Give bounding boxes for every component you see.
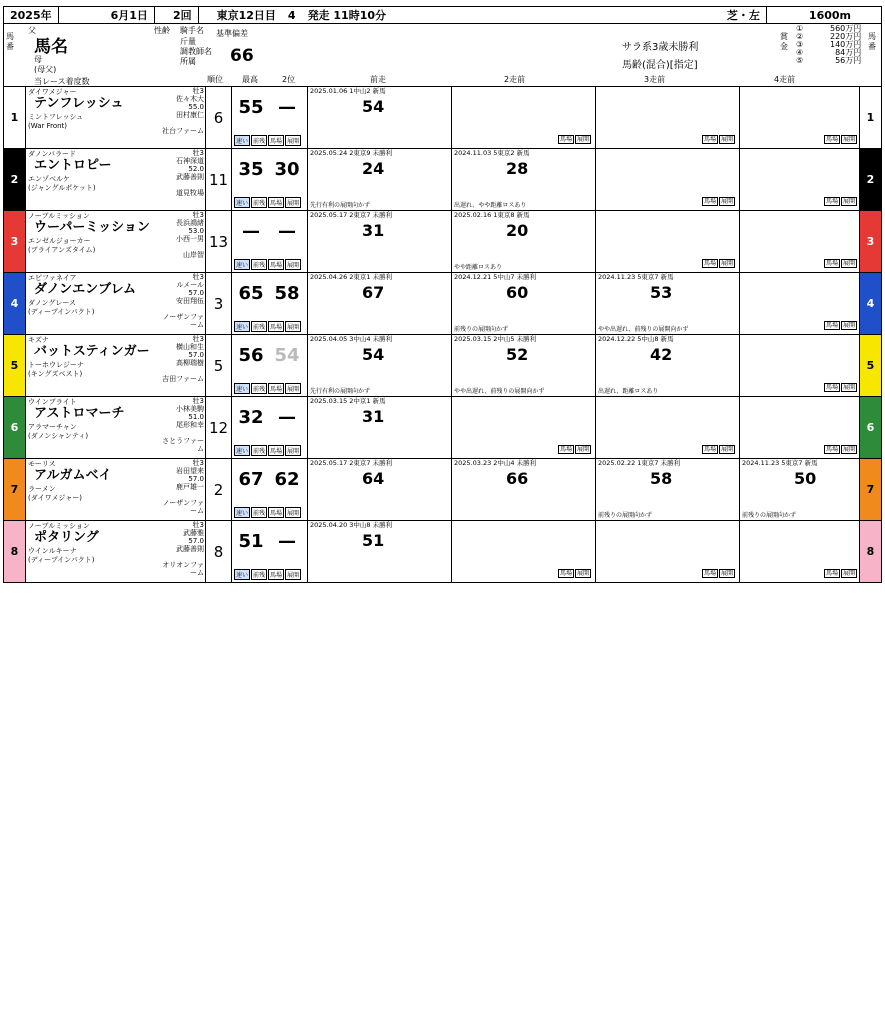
horse-row	[3, 273, 882, 335]
horse-meta	[156, 335, 206, 383]
tag-front: 前残	[251, 445, 267, 456]
sex-age: 牡3	[192, 211, 204, 219]
horse-row	[3, 397, 882, 459]
race-date: 2025.04.05 3中山4 未勝利	[310, 335, 393, 343]
race-r4-empty: 馬場 展開	[825, 135, 855, 143]
horse-info	[26, 335, 206, 396]
horse-meta	[156, 521, 206, 577]
rank: 3	[206, 273, 232, 334]
rank: 2	[206, 459, 232, 520]
race-score: 53	[650, 283, 673, 302]
rank: 13	[206, 211, 232, 272]
race-r2	[452, 459, 596, 520]
tag-fast: 速い	[234, 569, 250, 580]
horse-info	[26, 521, 206, 582]
best-scores	[232, 87, 308, 148]
tag-fast: 速い	[234, 135, 250, 146]
race-r3	[596, 273, 740, 334]
race-header	[3, 6, 882, 24]
father: エピファネイア	[28, 274, 77, 282]
race-note: 前残りの展開向かず	[454, 325, 509, 333]
jockey: 岩田望来	[176, 467, 204, 475]
second-score: 62	[274, 469, 300, 490]
tag-fast: 速い	[234, 321, 250, 332]
sex-age: 牡3	[192, 397, 204, 405]
race-r1	[308, 335, 452, 396]
race-score: 67	[362, 283, 385, 302]
horse-number-right: 8	[859, 521, 881, 582]
tag-baba: 馬場	[268, 135, 284, 146]
trainer: 小西一男	[176, 235, 204, 243]
max-score: 65	[238, 283, 264, 304]
trainer: 安田翔伍	[176, 297, 204, 305]
rank: 6	[206, 87, 232, 148]
sex-age: 牡3	[192, 87, 204, 95]
horse-meta	[156, 459, 206, 515]
prev-label: 前走	[370, 75, 386, 84]
max-score: 56	[238, 345, 264, 366]
tag-baba: 馬場	[268, 259, 284, 270]
prev4-label: 4走前	[774, 75, 796, 84]
max-score: 55	[238, 97, 264, 118]
race-score: 60	[506, 283, 529, 302]
father: ノーブルミッション	[28, 212, 90, 220]
breeder: 社台ファーム	[162, 127, 204, 135]
mother: ダノングレース	[28, 299, 77, 307]
race-r3-empty: 馬場 展開	[596, 211, 740, 272]
race-date: 2025.05.17 2東京7 未勝利	[310, 459, 393, 467]
race-r3-empty: 馬場 展開	[596, 87, 740, 148]
race-date: 2025.03.23 2中山4 未勝利	[454, 459, 537, 467]
style-tags	[234, 445, 301, 456]
race-date: 2024.11.03 5東京2 新馬	[454, 149, 530, 157]
race-date: 2025.05.24 2東京9 未勝利	[310, 149, 393, 157]
race-r2-empty: 馬場 展開	[452, 397, 596, 458]
style-tags	[234, 569, 301, 580]
race-note: 出遅れ、距離ロスあり	[598, 387, 659, 395]
race-r2	[452, 335, 596, 396]
father: ダノンバラード	[28, 150, 77, 158]
tag-tenkai: 展開	[285, 135, 301, 146]
track: 芝・左	[726, 9, 760, 22]
horse-number-right: 7	[859, 459, 881, 520]
tag-fast: 速い	[234, 383, 250, 394]
mother: トーホウレジーナ	[28, 361, 84, 369]
race-date: 2025.04.20 3中山8 未勝利	[310, 521, 393, 529]
best-scores	[232, 211, 308, 272]
jockey: 小林美駒	[176, 405, 204, 413]
race-r4	[740, 459, 861, 520]
tag-front: 前残	[251, 197, 267, 208]
horse-info	[26, 149, 206, 210]
race-date: 2025.02.16 1東京8 新馬	[454, 211, 530, 219]
weight: 57.0	[188, 475, 204, 483]
race-note: 先行有利の展開向かず	[310, 201, 371, 209]
jockey: 長浜鴻緒	[176, 219, 204, 227]
tag-fast: 速い	[234, 197, 250, 208]
last-label: 当レース着度数	[34, 77, 90, 86]
race-score: 66	[506, 469, 529, 488]
trainer: 高柳瑞樹	[176, 359, 204, 367]
race-note: 前残りの展開向かず	[742, 511, 797, 519]
best-scores	[232, 335, 308, 396]
jockey: ルメール	[176, 281, 204, 289]
race-score: 42	[650, 345, 673, 364]
horse-number-left: 1	[4, 87, 26, 148]
race-r2	[452, 149, 596, 210]
tag-fast: 速い	[234, 445, 250, 456]
best-scores	[232, 149, 308, 210]
style-tags	[234, 507, 301, 518]
style-tags	[234, 135, 301, 146]
weight: 55.0	[188, 103, 204, 111]
prev3-label: 3走前	[644, 75, 666, 84]
race-score: 54	[362, 345, 385, 364]
race-score: 24	[362, 159, 385, 178]
breeder: さとうファーム	[162, 437, 204, 453]
horse-name[interactable]: アストロマーチ	[34, 406, 125, 421]
horse-info	[26, 273, 206, 334]
breeder: 道見牧場	[176, 189, 204, 197]
father: モーリス	[28, 460, 56, 468]
style-tags	[234, 383, 301, 394]
race-r1	[308, 521, 452, 582]
start-time: 発走 11時10分	[307, 9, 387, 22]
tag-baba: 馬場	[268, 569, 284, 580]
mothfather: (キングズベスト)	[28, 370, 83, 378]
race-score: 54	[362, 97, 385, 116]
tag-tenkai: 展開	[285, 321, 301, 332]
race-r1	[308, 211, 452, 272]
trainer: 田村康仁	[176, 111, 204, 119]
second-score: —	[278, 221, 296, 242]
tag-tenkai: 展開	[285, 197, 301, 208]
rank: 12	[206, 397, 232, 458]
date: 6月1日	[110, 9, 148, 22]
race-score: 31	[362, 407, 385, 426]
race-r1	[308, 273, 452, 334]
horse-row	[3, 521, 882, 583]
race-r3-empty: 馬場 展開	[596, 521, 740, 582]
race-condition: 馬齢(混合)[指定]	[622, 60, 698, 71]
second-score: —	[278, 531, 296, 552]
sex-age: 牡3	[192, 273, 204, 281]
max-score: 67	[238, 469, 264, 490]
horse-row	[3, 335, 882, 397]
horse-meta	[156, 149, 206, 197]
max-label: 最高	[242, 75, 258, 84]
race-r4-empty: 馬場 展開	[825, 569, 855, 577]
rank-label: 順位	[207, 75, 223, 84]
prize-marks: ① ② ③ ④ ⑤	[796, 24, 804, 65]
horse-meta	[156, 397, 206, 453]
jockey: 武藤雅	[183, 529, 204, 537]
weight: 57.0	[188, 537, 204, 545]
race-number: 4	[287, 8, 296, 22]
tag-fast: 速い	[234, 507, 250, 518]
race-date: 2025.03.15 2中山5 未勝利	[454, 335, 537, 343]
race-date: 2024.12.21 5中山7 未勝利	[454, 273, 537, 281]
waku-label-left: 馬番	[6, 32, 14, 51]
kai: 2回	[172, 9, 192, 22]
tag-tenkai: 展開	[285, 259, 301, 270]
race-note: やや出遅れ、前残りの展開向かず	[598, 325, 689, 333]
horse-meta	[156, 211, 206, 259]
race-r2-empty: 馬場 展開	[452, 521, 596, 582]
father-label: 父	[28, 26, 36, 35]
race-title: サラ系3歳未勝利	[622, 42, 699, 53]
horse-number-left: 6	[4, 397, 26, 458]
horse-info	[26, 397, 206, 458]
horse-info	[26, 87, 206, 148]
best-scores	[232, 397, 308, 458]
horse-info	[26, 211, 206, 272]
second-score: 54	[274, 345, 300, 366]
year: 2025年	[10, 9, 52, 22]
breeder: ノーザンファーム	[162, 499, 204, 515]
second-score: 58	[274, 283, 300, 304]
weight: 57.0	[188, 289, 204, 297]
trainer: 武藤善則	[176, 545, 204, 553]
horse-meta	[156, 273, 206, 329]
breeder: オリオンファーム	[162, 561, 204, 577]
mother-label: 母	[34, 55, 42, 64]
trainer: 鹿戸雄一	[176, 483, 204, 491]
race-score: 51	[362, 531, 385, 550]
sex-age: 牡3	[192, 459, 204, 467]
second-score: —	[278, 407, 296, 428]
mother: ウインルキーナ	[28, 547, 77, 555]
mothfather: (ジャングルポケット)	[28, 184, 96, 192]
horse-row	[3, 149, 882, 211]
tag-front: 前残	[251, 507, 267, 518]
tag-tenkai: 展開	[285, 445, 301, 456]
horse-name[interactable]: アルガムベイ	[34, 468, 112, 483]
tag-tenkai: 展開	[285, 507, 301, 518]
race-r4-empty: 馬場 展開	[825, 445, 855, 453]
jockey: 佐々木大	[176, 95, 204, 103]
race-r3	[596, 459, 740, 520]
prize-values: 560万円 220万円 140万円 84万円 56万円	[830, 24, 862, 65]
race-score: 64	[362, 469, 385, 488]
horse-number-left: 2	[4, 149, 26, 210]
tag-baba: 馬場	[268, 445, 284, 456]
race-r4-empty: 馬場 展開	[825, 197, 855, 205]
trainer: 武藤善則	[176, 173, 204, 181]
horse-number-right: 3	[859, 211, 881, 272]
mothfather: (ディープインパクト)	[28, 556, 95, 564]
race-r4-empty: 馬場 展開	[825, 259, 855, 267]
mothfather: (ブライアンズタイム)	[28, 246, 96, 254]
race-date: 2025.01.06 1中山2 新馬	[310, 87, 386, 95]
tag-baba: 馬場	[268, 321, 284, 332]
horse-name[interactable]: バットスティンガー	[34, 344, 150, 359]
course: 東京12日目	[216, 9, 276, 22]
race-note: 出遅れ、やや距離ロスあり	[454, 201, 527, 209]
mother: エンゾベルケ	[28, 175, 70, 183]
max-score: 35	[238, 159, 264, 180]
base-label: 基準偏差	[216, 29, 248, 38]
race-r2-empty: 馬場 展開	[452, 87, 596, 148]
breeder: 吉田ファーム	[162, 375, 204, 383]
rank: 11	[206, 149, 232, 210]
horse-row	[3, 87, 882, 149]
horse-name[interactable]: ウーパーミッション	[34, 220, 150, 235]
father: ダイワメジャー	[28, 88, 77, 96]
father: キズナ	[28, 336, 49, 344]
sex-age-label: 性齢	[154, 26, 170, 35]
race-score: 50	[794, 469, 817, 488]
mothfather: (ディープインパクト)	[28, 308, 95, 316]
prize-label: 賞金	[780, 32, 788, 51]
sex-age: 牡3	[192, 335, 204, 343]
race-r2	[452, 211, 596, 272]
weight-label: 斤量	[180, 37, 196, 46]
race-r3	[596, 335, 740, 396]
race-date: 2025.02.22 1東京7 未勝利	[598, 459, 681, 467]
horse-number-left: 7	[4, 459, 26, 520]
race-date: 2024.11.23 5東京7 新馬	[598, 273, 674, 281]
style-tags	[234, 259, 301, 270]
race-r1	[308, 459, 452, 520]
sex-age: 牡3	[192, 149, 204, 157]
horse-name[interactable]: エントロピー	[34, 158, 112, 173]
horse-number-right: 6	[859, 397, 881, 458]
waku-label-right: 馬番	[868, 32, 876, 51]
horse-name[interactable]: ダノンエンブレム	[34, 282, 137, 297]
best-scores	[232, 521, 308, 582]
father: ノーブルミッション	[28, 522, 90, 530]
second-label: 2位	[282, 75, 296, 84]
horse-number-left: 8	[4, 521, 26, 582]
horse-number-right: 5	[859, 335, 881, 396]
breeder: ノーザンファーム	[162, 313, 204, 329]
race-r3-empty: 馬場 展開	[596, 149, 740, 210]
race-score: 58	[650, 469, 673, 488]
owner-label: 所属	[180, 57, 196, 66]
race-score: 31	[362, 221, 385, 240]
weight: 52.0	[188, 165, 204, 173]
tag-front: 前残	[251, 569, 267, 580]
breeder: 山岸智	[183, 251, 204, 259]
mothfather-label: (母父)	[34, 65, 57, 74]
race-note: やや距離ロスあり	[454, 263, 503, 271]
horse-number-left: 5	[4, 335, 26, 396]
column-header	[3, 24, 882, 87]
mother: ラーメン	[28, 485, 56, 493]
race-r4-empty: 馬場 展開	[825, 321, 855, 329]
weight: 57.0	[188, 351, 204, 359]
father: ウインブライト	[28, 398, 77, 406]
race-date: 2025.03.15 2中京1 新馬	[310, 397, 386, 405]
mother: ミントフレッシュ	[28, 113, 84, 121]
weight: 51.0	[188, 413, 204, 421]
horse-number-left: 4	[4, 273, 26, 334]
race-date: 2025.05.17 2東京7 未勝利	[310, 211, 393, 219]
horse-meta	[156, 87, 206, 135]
horse-number-right: 2	[859, 149, 881, 210]
tag-fast: 速い	[234, 259, 250, 270]
horse-number-left: 3	[4, 211, 26, 272]
max-score: 51	[238, 531, 264, 552]
race-date: 2024.11.23 5東京7 新馬	[742, 459, 818, 467]
race-score: 52	[506, 345, 529, 364]
jockey-label: 騎手名	[180, 26, 204, 35]
race-note: 前残りの展開向かず	[598, 511, 653, 519]
style-tags	[234, 321, 301, 332]
horse-name-label: 馬名	[34, 37, 68, 57]
trainer: 尾形和幸	[176, 421, 204, 429]
trainer-label: 調教師名	[180, 47, 212, 56]
mothfather: (ダノンシャンティ)	[28, 432, 89, 440]
race-date: 2025.04.26 2東京1 未勝利	[310, 273, 393, 281]
race-note: やや出遅れ、前残りの展開向かず	[454, 387, 545, 395]
base-value: 66	[230, 46, 254, 66]
tag-tenkai: 展開	[285, 569, 301, 580]
tag-front: 前残	[251, 383, 267, 394]
tag-front: 前残	[251, 135, 267, 146]
tag-front: 前残	[251, 321, 267, 332]
race-note: 先行有利の展開向かず	[310, 387, 371, 395]
race-score: 28	[506, 159, 529, 178]
tag-front: 前残	[251, 259, 267, 270]
race-r3-empty: 馬場 展開	[596, 397, 740, 458]
tag-baba: 馬場	[268, 197, 284, 208]
mother: エンゼルジョーカー	[28, 237, 91, 245]
race-r1	[308, 397, 452, 458]
mothfather: (War Front)	[28, 122, 68, 130]
horse-name[interactable]: テンフレッシュ	[34, 96, 124, 111]
rank: 5	[206, 335, 232, 396]
style-tags	[234, 197, 301, 208]
jockey: 横山和生	[176, 343, 204, 351]
race-r1	[308, 149, 452, 210]
max-score: —	[242, 221, 260, 242]
jockey: 石神深道	[176, 157, 204, 165]
tag-baba: 馬場	[268, 507, 284, 518]
mother: アラマーチャン	[28, 423, 77, 431]
max-score: 32	[238, 407, 264, 428]
race-r4-empty: 馬場 展開	[825, 383, 855, 391]
weight: 53.0	[188, 227, 204, 235]
second-score: 30	[274, 159, 300, 180]
horse-number-right: 4	[859, 273, 881, 334]
second-score: —	[278, 97, 296, 118]
tag-baba: 馬場	[268, 383, 284, 394]
tag-tenkai: 展開	[285, 383, 301, 394]
race-r1	[308, 87, 452, 148]
best-scores	[232, 273, 308, 334]
horse-number-right: 1	[859, 87, 881, 148]
best-scores	[232, 459, 308, 520]
race-date: 2024.12.22 5中山8 新馬	[598, 335, 674, 343]
horse-info	[26, 459, 206, 520]
horse-row	[3, 211, 882, 273]
prev2-label: 2走前	[504, 75, 526, 84]
distance: 1600m	[808, 8, 851, 22]
horse-row	[3, 459, 882, 521]
mothfather: (ダイワメジャー)	[28, 494, 82, 502]
race-score: 20	[506, 221, 529, 240]
horse-name[interactable]: ポタリング	[34, 530, 99, 545]
rank: 8	[206, 521, 232, 582]
sex-age: 牡3	[192, 521, 204, 529]
race-r2	[452, 273, 596, 334]
